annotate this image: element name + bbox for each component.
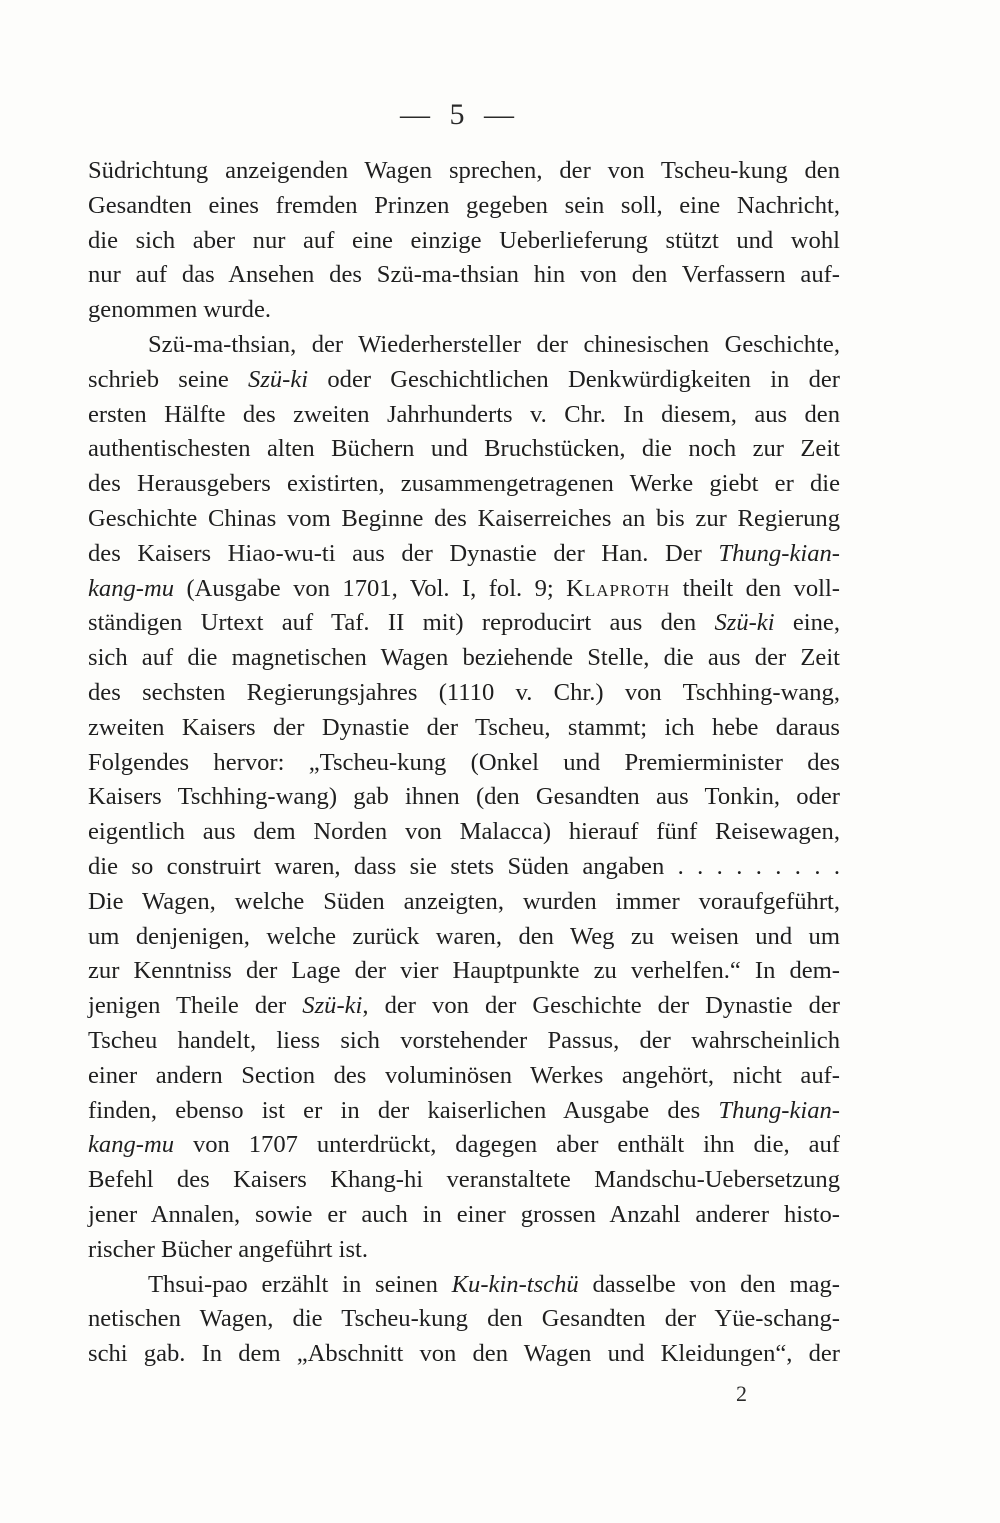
text-line: die sich aber nur auf eine einzige Ueberlieferung stützt und wohl xyxy=(88,226,840,254)
text-line: zweiten Kaisers der Dynastie der Tscheu, stammt; ich hebe daraus xyxy=(88,713,840,741)
text-line: finden, ebenso ist er in der kaiserlichen Ausgabe des Thung-kian- xyxy=(88,1096,840,1124)
text-line: Folgendes hervor: „Tscheu-kung (Onkel und Premierminister des xyxy=(88,748,840,776)
work-title: Szü-ki xyxy=(302,992,363,1020)
text-line: Befehl des Kaisers Khang-hi veranstaltete Mandschu-Uebersetzung xyxy=(88,1166,840,1194)
text-line: sich auf die magnetischen Wagen beziehende Stelle, die aus der Zeit xyxy=(88,644,840,672)
text-line: Geschichte Chinas vom Beginne des Kaiserreiches an bis zur Regierung xyxy=(88,504,840,532)
text-line: jenigen Theile der Szü-ki, der von der Geschichte der Dynastie der xyxy=(88,992,840,1020)
text-line: schrieb seine Szü-ki oder Geschichtlichen Denkwürdigkeiten in der xyxy=(88,365,840,393)
text-line: schi gab. In dem „Abschnitt von den Wagen und Kleidungen“, der xyxy=(88,1340,840,1368)
page-number: — 5 — xyxy=(400,98,520,131)
author-name: Klaproth xyxy=(566,574,671,602)
paragraph-start-line: Szü-ma-thsian, der Wiederhersteller der chinesischen Geschichte, xyxy=(148,330,840,358)
text-line: des Herausgebers existirten, zusammengetragenen Werke giebt er die xyxy=(88,470,840,498)
signature-mark: 2 xyxy=(736,1381,747,1406)
text-line: kang-mu von 1707 unterdrückt, dagegen aber enthält ihn die, auf xyxy=(88,1131,840,1159)
text-line: kang-mu (Ausgabe von 1701, Vol. I, fol. 9; Klaproth theilt den voll- xyxy=(88,574,840,602)
work-title: Szü-ki xyxy=(714,609,775,637)
text-line: des Kaisers Hiao-wu-ti aus der Dynastie der Han. Der Thung-kian- xyxy=(88,539,840,567)
text-line: genommen wurde. xyxy=(88,296,272,324)
text-line: des sechsten Regierungsjahres (1110 v. Chr.) von Tschhing-wang, xyxy=(88,678,840,706)
text-line: nur auf das Ansehen des Szü-ma-thsian hin von den Verfassern auf- xyxy=(88,261,840,289)
text-line: ständigen Urtext auf Taf. II mit) reproducirt aus den Szü-ki eine, xyxy=(88,609,840,637)
work-title: Thung-kian- xyxy=(718,539,840,567)
work-title: Ku-kin-tschü xyxy=(451,1270,579,1298)
text-line: ersten Hälfte des zweiten Jahrhunderts v. Chr. In diesem, aus den xyxy=(88,400,840,428)
text-line: jener Annalen, sowie er auch in einer grossen Anzahl anderer histo- xyxy=(88,1200,840,1228)
paragraph-start-line: Thsui-pao erzählt in seinen Ku-kin-tschü dasselbe von den mag- xyxy=(148,1270,840,1298)
text-line: Südrichtung anzeigenden Wagen sprechen, der von Tscheu-kung den xyxy=(88,157,840,184)
body-text xyxy=(88,154,840,1372)
text-line: Gesandten eines fremden Prinzen gegeben sein soll, eine Nachricht, xyxy=(88,191,840,219)
work-title: kang-mu xyxy=(88,1131,175,1159)
text-line: netischen Wagen, die Tscheu-kung den Gesandten der Yüe-schang- xyxy=(88,1305,840,1333)
work-title: kang-mu xyxy=(88,574,175,602)
text-line: authentischesten alten Büchern und Bruchstücken, die noch zur Zeit xyxy=(88,435,840,463)
text-line: die so construirt waren, dass sie stets Süden angaben . . . . . . . . . xyxy=(88,852,840,880)
text-line: Die Wagen, welche Süden anzeigten, wurden immer voraufgeführt, xyxy=(88,887,840,915)
text-line: rischer Bücher angeführt ist. xyxy=(88,1235,368,1263)
text-line: Kaisers Tschhing-wang) gab ihnen (den Gesandten aus Tonkin, oder xyxy=(88,783,840,811)
work-title: Szü-ki xyxy=(248,365,309,393)
text-line: um denjenigen, welche zurück waren, den Weg zu weisen und um xyxy=(88,922,840,950)
text-line: Tscheu handelt, liess sich vorstehender Passus, der wahrscheinlich xyxy=(88,1026,840,1054)
text-line: einer andern Section des voluminösen Werkes angehört, nicht auf- xyxy=(88,1061,840,1089)
text-line: eigentlich aus dem Norden von Malacca) hierauf fünf Reisewagen, xyxy=(88,818,840,846)
text-line: zur Kenntniss der Lage der vier Hauptpunkte zu verhelfen.“ In dem- xyxy=(88,957,840,985)
work-title: Thung-kian- xyxy=(718,1096,840,1124)
